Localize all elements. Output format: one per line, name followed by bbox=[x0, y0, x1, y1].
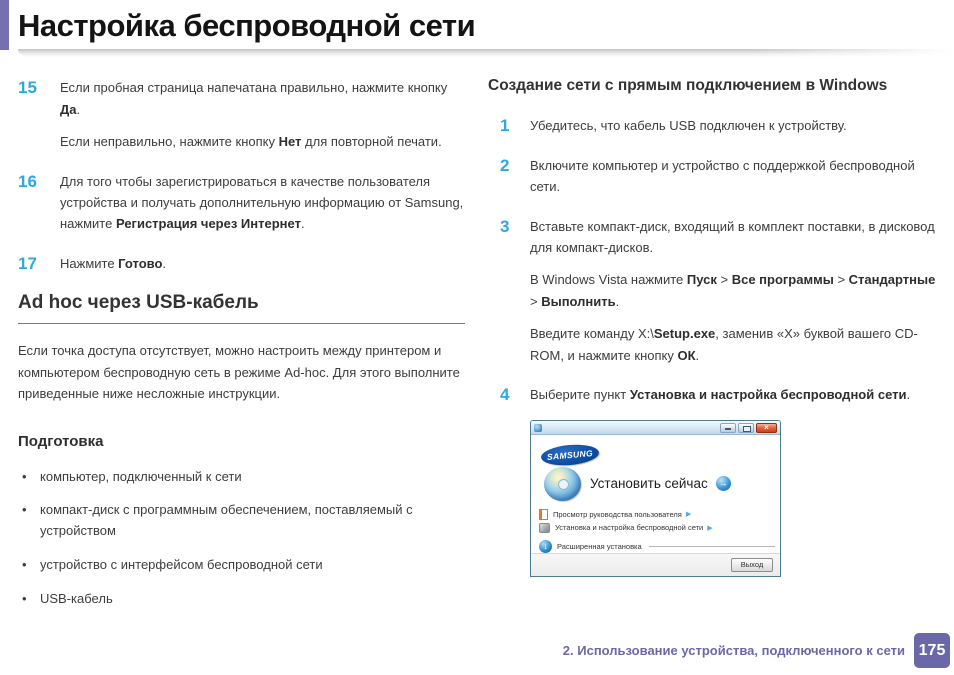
footer-chapter-label: 2. Использование устройства, подключенного к сети bbox=[562, 643, 905, 658]
step-15 bbox=[18, 77, 465, 152]
installer-bottom-bar bbox=[531, 553, 780, 576]
step-paragraph: Выберите пункт Установка и настройка беспроводной сети. bbox=[530, 387, 911, 403]
page-title: Настройка беспроводной сети bbox=[18, 8, 476, 43]
link-arrow-icon: ▶ bbox=[707, 524, 713, 532]
cd-icon bbox=[544, 467, 581, 501]
step-number: 17 bbox=[18, 253, 37, 273]
window-icon bbox=[534, 424, 542, 432]
step-17 bbox=[18, 253, 465, 274]
step-body bbox=[530, 384, 936, 576]
page-number-badge: 175 bbox=[914, 633, 950, 668]
installer-titlebar bbox=[531, 421, 780, 435]
step-number: 16 bbox=[18, 171, 37, 191]
link-arrow-icon: ▶ bbox=[685, 511, 692, 519]
section-heading-windows-direct: Создание сети с прямым подключением в Windows bbox=[488, 77, 888, 95]
step-body bbox=[530, 115, 936, 136]
step-body bbox=[60, 253, 465, 274]
advanced-install-row bbox=[539, 540, 775, 553]
list-item: • устройство с интерфейсом беспроводной сети bbox=[18, 555, 465, 576]
link-label: Просмотр руководства пользователя bbox=[553, 509, 682, 519]
wireless-setup-link bbox=[539, 523, 713, 533]
section-heading-adhoc: Ad hoc через USB-кабель bbox=[18, 292, 465, 324]
step-paragraph: Нажмите Готово. bbox=[60, 255, 167, 271]
window-controls bbox=[720, 423, 777, 433]
step-paragraph: Вставьте компакт-диск, входящий в комплект поставки, в дисковод для компакт-дисков. bbox=[530, 218, 935, 255]
advanced-install-icon: ↓ bbox=[539, 540, 552, 553]
step-paragraph: Введите команду X:\Setup.exe, заменив «X» буквой вашего CD-ROM, и нажмите кнопку ОК. bbox=[530, 326, 918, 363]
user-guide-icon bbox=[539, 509, 548, 520]
list-item: • USB-кабель bbox=[18, 589, 465, 610]
preparation-list bbox=[18, 467, 465, 610]
step-3 bbox=[488, 216, 936, 367]
step-2 bbox=[488, 155, 936, 198]
samsung-logo: SAMSUNG bbox=[540, 442, 600, 467]
step-number: 4 bbox=[500, 385, 510, 405]
step-number: 15 bbox=[18, 78, 37, 98]
sub-heading-preparation: Подготовка bbox=[18, 432, 104, 450]
list-item: • компьютер, подключенный к сети bbox=[18, 467, 465, 488]
step-body bbox=[60, 171, 465, 235]
step-number: 2 bbox=[500, 155, 510, 175]
step-body bbox=[530, 155, 936, 198]
step-16 bbox=[18, 171, 465, 235]
step-1 bbox=[488, 115, 936, 136]
step-paragraph: В Windows Vista нажмите Пуск > Все программы > Стандартные > Выполнить. bbox=[530, 272, 936, 309]
step-paragraph: Если неправильно, нажмите кнопку Нет для повторной печати. bbox=[60, 134, 442, 150]
installer-screenshot bbox=[530, 420, 781, 577]
user-guide-link bbox=[539, 509, 691, 520]
divider-line bbox=[649, 546, 775, 547]
step-body bbox=[530, 216, 936, 367]
content-columns bbox=[0, 77, 954, 622]
step-number: 1 bbox=[500, 116, 510, 136]
header-divider bbox=[18, 49, 954, 57]
step-paragraph: Убедитесь, что кабель USB подключен к устройству. bbox=[530, 118, 847, 134]
step-body bbox=[60, 77, 465, 152]
advanced-install-label: Расширенная установка bbox=[557, 541, 642, 551]
maximize-icon bbox=[738, 423, 754, 433]
step-paragraph: Включите компьютер и устройство с поддержкой беспроводной сети. bbox=[530, 157, 915, 195]
step-paragraph: Для того чтобы зарегистрироваться в качестве пользователя устройства и получать дополнительную информацию от Samsung, нажмите Регистрация через Интернет. bbox=[60, 173, 464, 232]
page-header bbox=[0, 0, 954, 57]
install-now-label: Установить сейчас bbox=[590, 476, 708, 492]
step-paragraph: Если пробная страница напечатана правильно, нажмите кнопку Да. bbox=[60, 80, 448, 117]
link-label: Установка и настройка беспроводной сети bbox=[555, 523, 704, 533]
page-footer bbox=[563, 633, 950, 668]
adhoc-intro-paragraph: Если точка доступа отсутствует, можно настроить между принтером и компьютером беспроводную сеть в режиме Ad-hoc. Для этого выполните приведенные ниже несложные инструкции. bbox=[18, 343, 460, 402]
list-item: • компакт-диск с программным обеспечением, поставляемый с устройством bbox=[18, 500, 465, 542]
title-accent-bar bbox=[0, 0, 9, 50]
right-column bbox=[488, 77, 936, 622]
minimize-icon bbox=[720, 423, 736, 433]
left-column bbox=[18, 77, 465, 622]
wireless-setup-icon bbox=[539, 523, 550, 533]
close-icon: × bbox=[756, 423, 777, 433]
install-now-row bbox=[544, 467, 731, 501]
step-4 bbox=[488, 384, 936, 576]
install-now-arrow-icon: → bbox=[716, 476, 731, 491]
exit-button: Выход bbox=[731, 558, 773, 572]
step-number: 3 bbox=[500, 216, 510, 236]
